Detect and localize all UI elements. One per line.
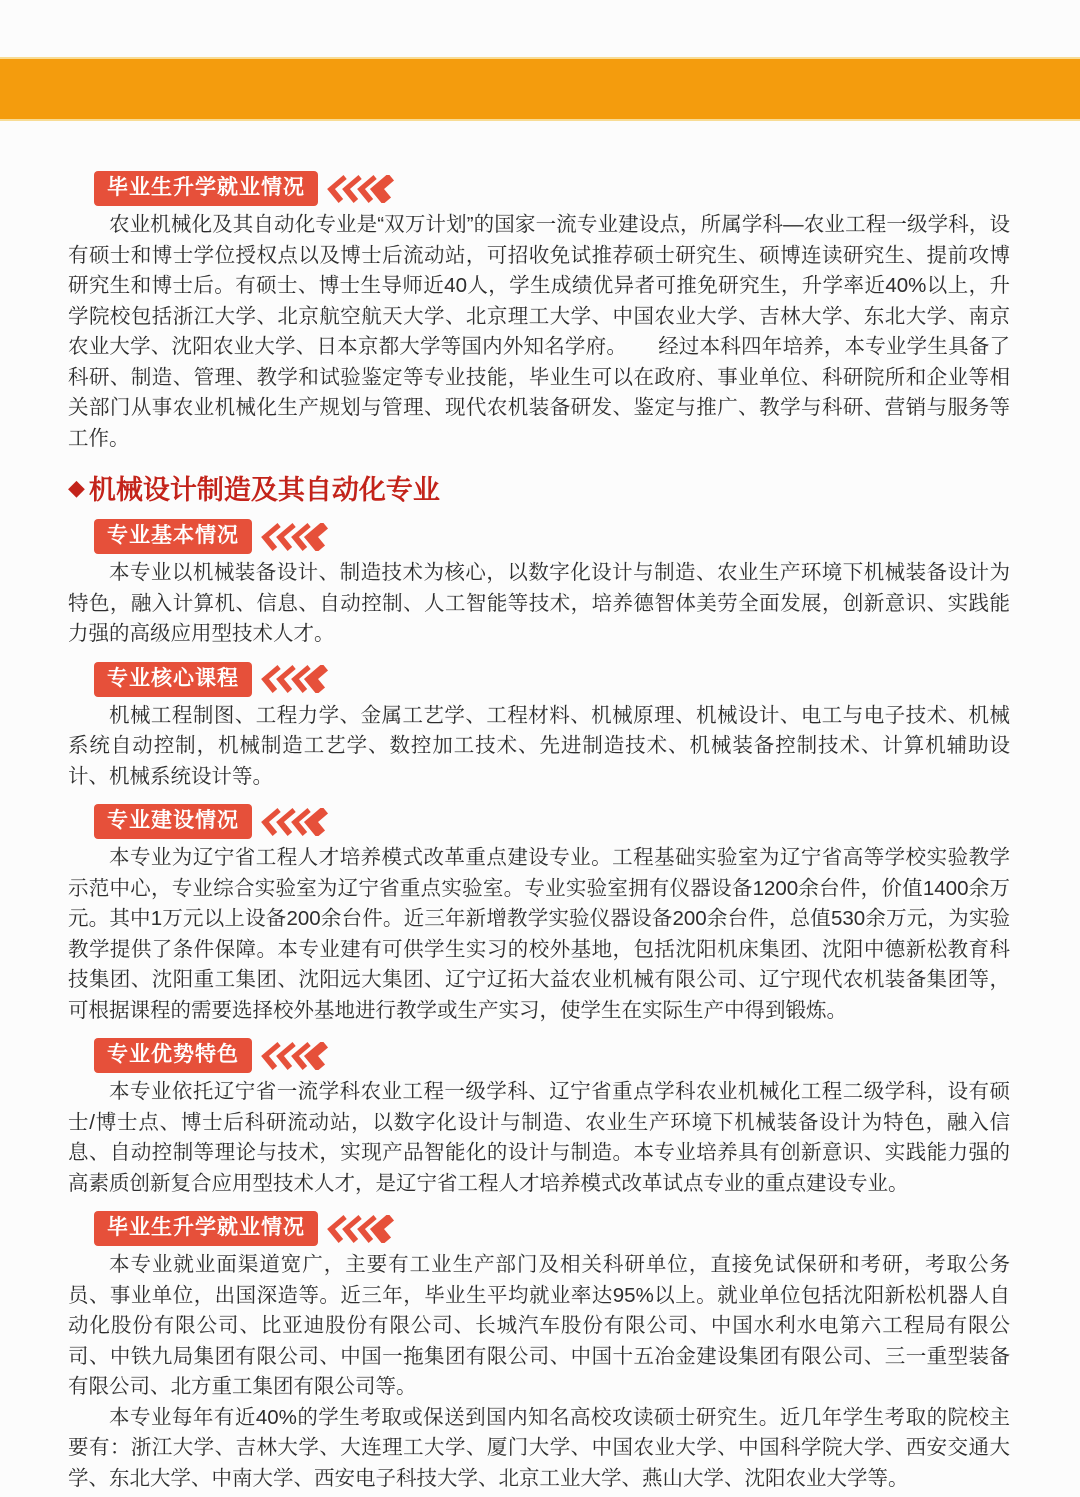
section-header-core-courses: [94, 662, 1010, 697]
paragraph-basic: 本专业以机械装备设计、制造技术为核心，以数字化设计与制造、农业生产环境下机械装备设计为特色，融入计算机、信息、自动控制、人工智能等技术，培养德智体美劳全面发展，创新意识、实践能力强的高级应用型技术人才。: [68, 561, 1010, 645]
section-header-advantage: [94, 1038, 1010, 1073]
triple-left-chevron-icon: [324, 1215, 397, 1243]
section-header-basic: [94, 519, 1010, 554]
paragraph-construction: 本专业为辽宁省工程人才培养模式改革重点建设专业。工程基础实验室为辽宁省高等学校实验教学示范中心，专业综合实验室为辽宁省重点实验室。专业实验室拥有仪器设备1200余台件，价值1400余万元。其中1万元以上设备200余台件。近三年新增教学实验仪器设备200余台件，总值530余万元，为实验教学提供了条件保障。本专业建有可供学生实习的校外基地，包括沈阳机床集团、沈阳中德新松教育科技集团、沈阳重工集团、沈阳远大集团、辽宁辽拓大益农业机械有限公司、辽宁现代农机装备集团等，可根据课程的需要选择校外基地进行教学或生产实习，使学生在实际生产中得到锻炼。: [68, 846, 1010, 1022]
section-badge: 毕业生升学就业情况: [94, 171, 318, 206]
page-content: [0, 171, 1080, 1494]
top-orange-banner: [0, 57, 1080, 121]
section-badge: 专业核心课程: [94, 662, 252, 697]
paragraph-agri-employment: 农业机械化及其自动化专业是“双万计划”的国家一流专业建设点，所属学科—农业工程一级学科，设有硕士和博士学位授权点以及博士后流动站，可招收免试推荐硕士研究生、硕博连读研究生、提前攻博研究生和博士后。有硕士、博士生导师近40人，学生成绩优异者可推免研究生，升学率近40%以上，升学院校包括浙江大学、北京航空航天大学、北京理工大学、中国农业大学、吉林大学、东北大学、南京农业大学、沈阳农业大学、日本京都大学等国内外知名学府。 经过本科四年培养，本专业学生具备了科研、制造、管理、教学和试验鉴定等专业技能，毕业生可以在政府、事业单位、科研院所和企业等相关部门从事农业机械化生产规划与管理、现代农机装备研发、鉴定与推广、教学与科研、营销与服务等工作。: [68, 213, 1010, 450]
triple-left-chevron-icon: [258, 665, 331, 693]
section-header-agri-employment: [94, 171, 1010, 206]
triple-left-chevron-icon: [324, 175, 397, 203]
paragraph-core-courses: 机械工程制图、工程力学、金属工艺学、工程材料、机械原理、机械设计、电工与电子技术、机械系统自动控制，机械制造工艺学、数控加工技术、先进制造技术、机械装备控制技术、计算机辅助设计、机械系统设计等。: [68, 703, 1010, 788]
paragraph-advantage: 本专业依托辽宁省一流学科农业工程一级学科、辽宁省重点学科农业机械化工程二级学科，设有硕士/博士点、博士后科研流动站，以数字化设计与制造、农业生产环境下机械装备设计为特色，融入信息、自动控制等理论与技术，实现产品智能化的设计与制造。本专业培养具有创新意识、实践能力强的高素质创新复合应用型技术人才，是辽宁省工程人才培养模式改革试点专业的重点建设专业。: [68, 1080, 1010, 1195]
diamond-bullet-icon: ◆: [68, 474, 85, 500]
triple-left-chevron-icon: [258, 523, 331, 551]
triple-left-chevron-icon: [258, 1042, 331, 1070]
major-title-mechanical-design: [68, 468, 1010, 507]
section-badge: 专业建设情况: [94, 804, 252, 839]
paragraph-mech-employment-2: 本专业每年有近40%的学生考取或保送到国内知名高校攻读硕士研究生。近几年学生考取的院校主要有：浙江大学、吉林大学、大连理工大学、厦门大学、中国农业大学、中国科学院大学、西安交通大学、东北大学、中南大学、西安电子科技大学、北京工业大学、燕山大学、沈阳农业大学等。: [68, 1405, 1010, 1490]
paragraph-mech-employment-1: 本专业就业面渠道宽广，主要有工业生产部门及相关科研单位，直接免试保研和考研，考取公务员、事业单位，出国深造等。近三年，毕业生平均就业率达95%以上。就业单位包括沈阳新松机器人自动化股份有限公司、比亚迪股份有限公司、长城汽车股份有限公司、中国水利水电第六工程局有限公司、中铁九局集团有限公司、中国一拖集团有限公司、中国十五冶金建设集团有限公司、三一重型装备有限公司、北方重工集团有限公司等。: [68, 1253, 1010, 1398]
section-badge: 毕业生升学就业情况: [94, 1211, 318, 1246]
section-header-mech-employment: [94, 1211, 1010, 1246]
section-badge: 专业优势特色: [94, 1038, 252, 1073]
triple-left-chevron-icon: [258, 808, 331, 836]
section-badge: 专业基本情况: [94, 519, 252, 554]
section-header-construction: [94, 804, 1010, 839]
major-title-text: 机械设计制造及其自动化专业: [88, 475, 440, 505]
